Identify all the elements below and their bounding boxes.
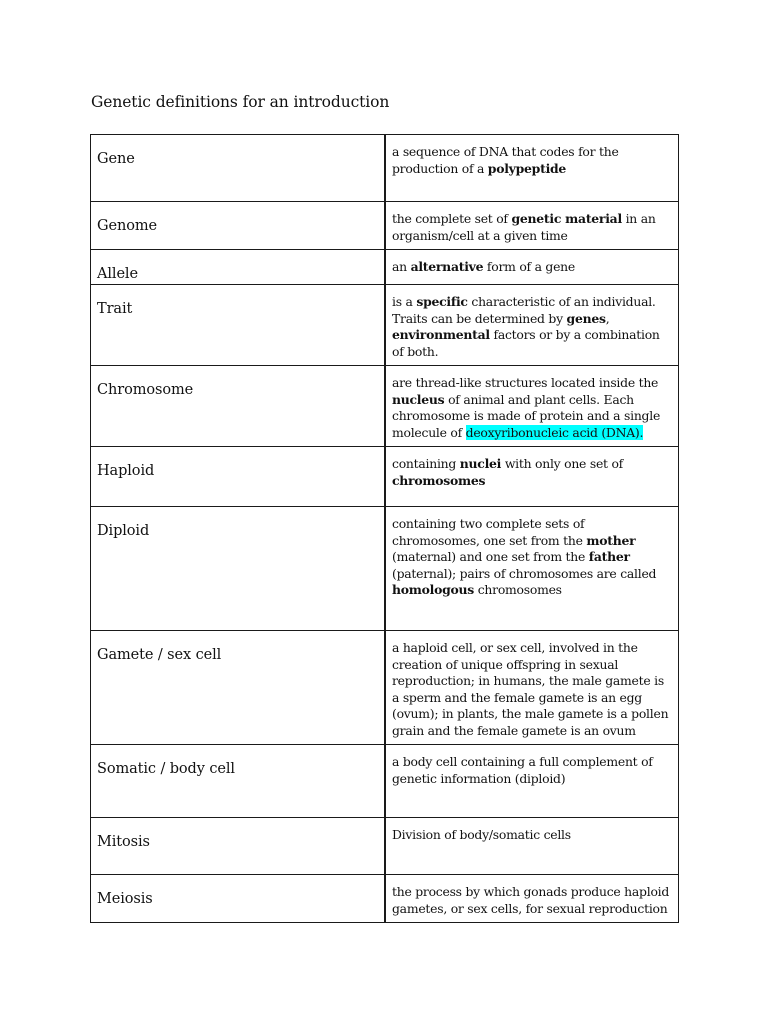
- definition-segment: the process by which gonads produce haploid gametes, or sex cells, for sexual reproduction: [392, 884, 670, 916]
- definition-cell: [385, 818, 679, 875]
- definition-cell: [385, 366, 679, 447]
- definition-text: [386, 285, 678, 360]
- definition-segment: Division of body/somatic cells: [392, 827, 571, 842]
- definition-cell: [385, 447, 679, 507]
- bold-term: nucleus: [392, 391, 445, 407]
- term-label: Diploid: [97, 523, 150, 539]
- definition-segment: ,: [605, 310, 610, 326]
- term-cell: [91, 818, 386, 875]
- term-cell: [91, 447, 386, 507]
- definition-segment: a sequence of DNA that codes for the production of a: [392, 144, 619, 176]
- definition-segment: containing two complete sets of chromosomes, one set from the: [392, 516, 587, 548]
- definition-segment: a haploid cell, or sex cell, involved in the creation of unique offspring in sexual reproduction; in humans, the male gamete is a sperm and the female gamete is an egg (ovum); in plants, the male gamete is a pollen grain and the female gamete is an ovum: [392, 640, 669, 738]
- definition-segment: (paternal); pairs of chromosomes are called: [392, 565, 657, 581]
- definition-segment: (maternal) and one set from the: [392, 549, 589, 564]
- term-label: Haploid: [97, 463, 155, 479]
- definition-segment: characteristic of an individual. Traits can be determined by: [392, 294, 656, 326]
- table-row: [91, 285, 679, 366]
- term-cell: [91, 507, 386, 631]
- bold-term: genetic material: [511, 211, 622, 226]
- bold-term: genes: [566, 310, 606, 326]
- definition-text: [386, 631, 678, 739]
- term-cell: [91, 202, 386, 250]
- definition-segment: an: [392, 259, 411, 274]
- definition-segment: form of a gene: [483, 259, 575, 274]
- bold-term: specific: [416, 294, 468, 309]
- definition-text: [386, 745, 678, 787]
- definition-cell: [385, 745, 679, 818]
- bold-term: chromosomes: [392, 472, 486, 488]
- bold-term: homologous: [392, 582, 475, 597]
- term-cell: [91, 285, 386, 366]
- bold-term: nuclei: [459, 456, 502, 471]
- term-label: Meiosis: [97, 891, 153, 907]
- definition-cell: [385, 631, 679, 745]
- definition-segment: in an organism/cell at a given time: [392, 211, 656, 243]
- definition-segment: are thread-like structures located inside the: [392, 375, 659, 390]
- table-row: [91, 250, 679, 285]
- table-row: [91, 818, 679, 875]
- highlighted-text: deoxyribonucleic acid (DNA).: [465, 424, 644, 440]
- definition-text: [386, 135, 678, 177]
- term-label: Trait: [97, 301, 133, 317]
- table-row: [91, 745, 679, 818]
- table-row: [91, 507, 679, 631]
- definition-segment: with only one set of: [501, 456, 623, 471]
- term-cell: [91, 745, 386, 818]
- definition-segment: of animal and plant cells. Each chromosome is made of protein and a single molecule of: [392, 391, 661, 440]
- bold-term: mother: [586, 532, 636, 548]
- term-label: Chromosome: [97, 382, 194, 398]
- term-label: Genome: [97, 218, 157, 234]
- table-row: [91, 631, 679, 745]
- page-title: Genetic definitions for an introduction: [91, 93, 390, 111]
- table-row: [91, 135, 679, 202]
- term-cell: [91, 250, 386, 285]
- definition-text: [386, 250, 678, 276]
- definition-cell: [385, 875, 679, 923]
- definition-segment: a body cell containing a full complement of genetic information (diploid): [392, 754, 653, 786]
- definition-text: [386, 202, 678, 244]
- term-cell: [91, 366, 386, 447]
- definition-text: [386, 366, 678, 441]
- table-row: [91, 366, 679, 447]
- term-label: Somatic / body cell: [97, 761, 235, 777]
- definitions-table: [90, 134, 679, 923]
- term-cell: [91, 135, 386, 202]
- definition-text: [386, 507, 678, 599]
- definition-cell: [385, 135, 679, 202]
- term-cell: [91, 875, 386, 923]
- definitions-table-body: [91, 135, 679, 923]
- definition-cell: [385, 285, 679, 366]
- definition-text: [386, 875, 678, 917]
- definition-segment: factors or by a combination of both.: [392, 327, 660, 359]
- table-row: [91, 875, 679, 923]
- definition-segment: chromosomes: [474, 582, 562, 597]
- definition-segment: the complete set of: [392, 211, 512, 226]
- definition-cell: [385, 202, 679, 250]
- definition-cell: [385, 507, 679, 631]
- term-label: Gene: [97, 151, 135, 167]
- term-cell: [91, 631, 386, 745]
- bold-term: environmental: [392, 327, 490, 342]
- definition-text: [386, 447, 678, 489]
- table-row: [91, 202, 679, 250]
- bold-term: father: [588, 549, 630, 564]
- bold-term: alternative: [410, 259, 484, 274]
- bold-term: polypeptide: [487, 160, 567, 176]
- term-label: Gamete / sex cell: [97, 647, 222, 663]
- table-row: [91, 447, 679, 507]
- definition-text: [386, 818, 678, 844]
- definition-cell: [385, 250, 679, 285]
- term-label: Mitosis: [97, 834, 150, 850]
- definition-segment: containing: [392, 456, 460, 471]
- term-label: Allele: [97, 266, 138, 282]
- definition-segment: is a: [392, 294, 417, 309]
